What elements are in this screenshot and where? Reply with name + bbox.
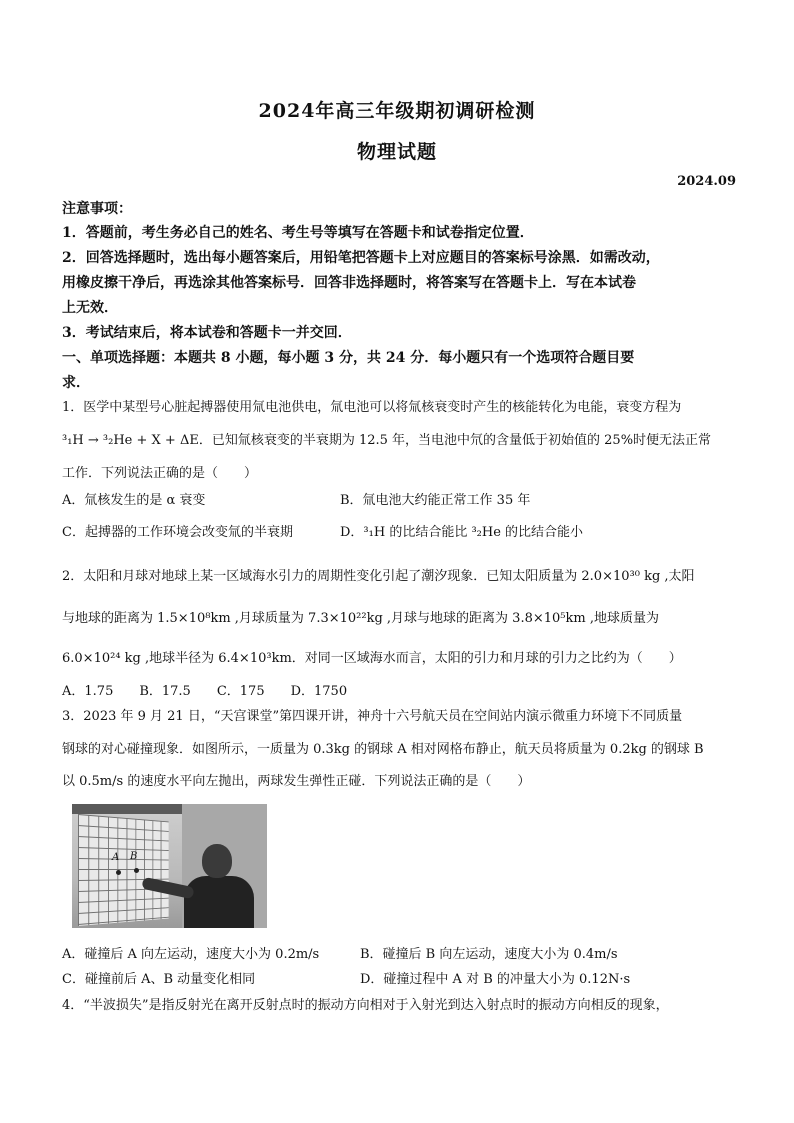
q3-stem-line-1: 3．2023 年 9 月 21 日，“天宫课堂”第四课开讲，神舟十六号航天员在空间站内演示微重力环境下不同质量 <box>62 709 683 724</box>
q3-option-d: D．碰撞过程中 A 对 B 的冲量大小为 0.12N·s <box>360 972 631 987</box>
q1-option-b: B．氚电池大约能正常工作 35 年 <box>340 493 531 508</box>
notice-item-1: 1．答题前，考生务必自己的姓名、考生号等填写在答题卡和试卷指定位置． <box>62 225 534 241</box>
q2-options: A．1.75 B．17.5 C．175 D．1750 <box>62 684 348 699</box>
notice-item-2-line-2: 用橡皮擦干净后，再选涂其他答案标号．回答非选择题时，将答案写在答题卡上．写在本试卷 <box>62 275 636 291</box>
notice-item-2-line-3: 上无效． <box>62 300 118 316</box>
astronaut-head <box>202 844 232 878</box>
q1-option-d: D．³₁H 的比结合能比 ³₂He 的比结合能小 <box>340 525 584 540</box>
section-1-heading-line-1: 一、单项选择题：本题共 8 小题，每小题 3 分，共 24 分．每小题只有一个选项符合题目要 <box>62 350 635 366</box>
ball-a <box>116 870 121 875</box>
q3-option-c: C．碰撞前后 A、B 动量变化相同 <box>62 972 256 987</box>
q1-option-c: C．起搏器的工作环境会改变氚的半衰期 <box>62 525 293 540</box>
exam-title: 2024年高三年级期初调研检测 <box>258 100 536 122</box>
exam-date: 2024.09 <box>677 174 736 189</box>
exam-subject: 物理试题 <box>356 141 437 163</box>
section-1-heading-line-2: 求． <box>62 375 90 391</box>
ball-b <box>134 868 139 873</box>
q2-stem-line-2: 与地球的距离为 1.5×10⁸km ,月球质量为 7.3×10²²kg ,月球与地球的距离为 3.8×10⁵km ,地球质量为 <box>62 611 659 626</box>
q1-stem-line-2: ³₁H → ³₂He + X + ΔE．已知氚核衰变的半衰期为 12.5 年，当电池中氘的含量低于初始值的 25%时便无法正常 <box>62 433 712 448</box>
notice-item-3: 3．考试结束后，将本试卷和答题卡一并交回． <box>62 325 352 341</box>
q3-option-b: B．碰撞后 B 向左运动，速度大小为 0.4m/s <box>360 947 618 962</box>
notice-item-2-line-1: 2．回答选择题时，选出每小题答案后，用铅笔把答题卡上对应题目的答案标号涂黑．如需改动， <box>62 250 660 266</box>
q2-stem-line-1: 2．太阳和月球对地球上某一区域海水引力的周期性变化引起了潮汐现象．已知太阳质量为 2.0×10³⁰ kg ,太阳 <box>62 569 695 584</box>
q3-stem-line-2: 钢球的对心碰撞现象．如图所示，一质量为 0.3kg 的钢球 A 相对网格布静止，航天员将质量为 0.2kg 的钢球 B <box>62 742 704 757</box>
astronaut-body <box>184 876 254 928</box>
q1-stem-line-3: 工作．下列说法正确的是（ ） <box>62 466 258 481</box>
ball-b-label: B <box>130 851 138 862</box>
astronaut-collision-photo <box>72 804 267 928</box>
notice-heading: 注意事项： <box>62 201 132 217</box>
q3-stem-line-3: 以 0.5m/s 的速度水平向左抛出，两球发生弹性正碰．下列说法正确的是（ ） <box>62 774 531 789</box>
q3-option-a: A．碰撞后 A 向左运动，速度大小为 0.2m/s <box>62 947 320 962</box>
grid-cloth <box>78 814 169 926</box>
q4-stem-line-1: 4．“半波损失”是指反射光在离开反射点时的振动方向相对于入射光到达入射点时的振动方向相反的现象， <box>62 998 669 1013</box>
q2-stem-line-3: 6.0×10²⁴ kg ,地球半径为 6.4×10³km．对同一区域海水而言，太阳的引力和月球的引力之比约为（ ） <box>62 651 682 666</box>
q1-option-a: A．氚核发生的是 α 衰变 <box>62 493 206 508</box>
q1-stem-line-1: 1．医学中某型号心脏起搏器使用氚电池供电，氚电池可以将氚核衰变时产生的核能转化为电能，衰变方程为 <box>62 400 682 415</box>
ball-a-label: A <box>112 852 120 863</box>
